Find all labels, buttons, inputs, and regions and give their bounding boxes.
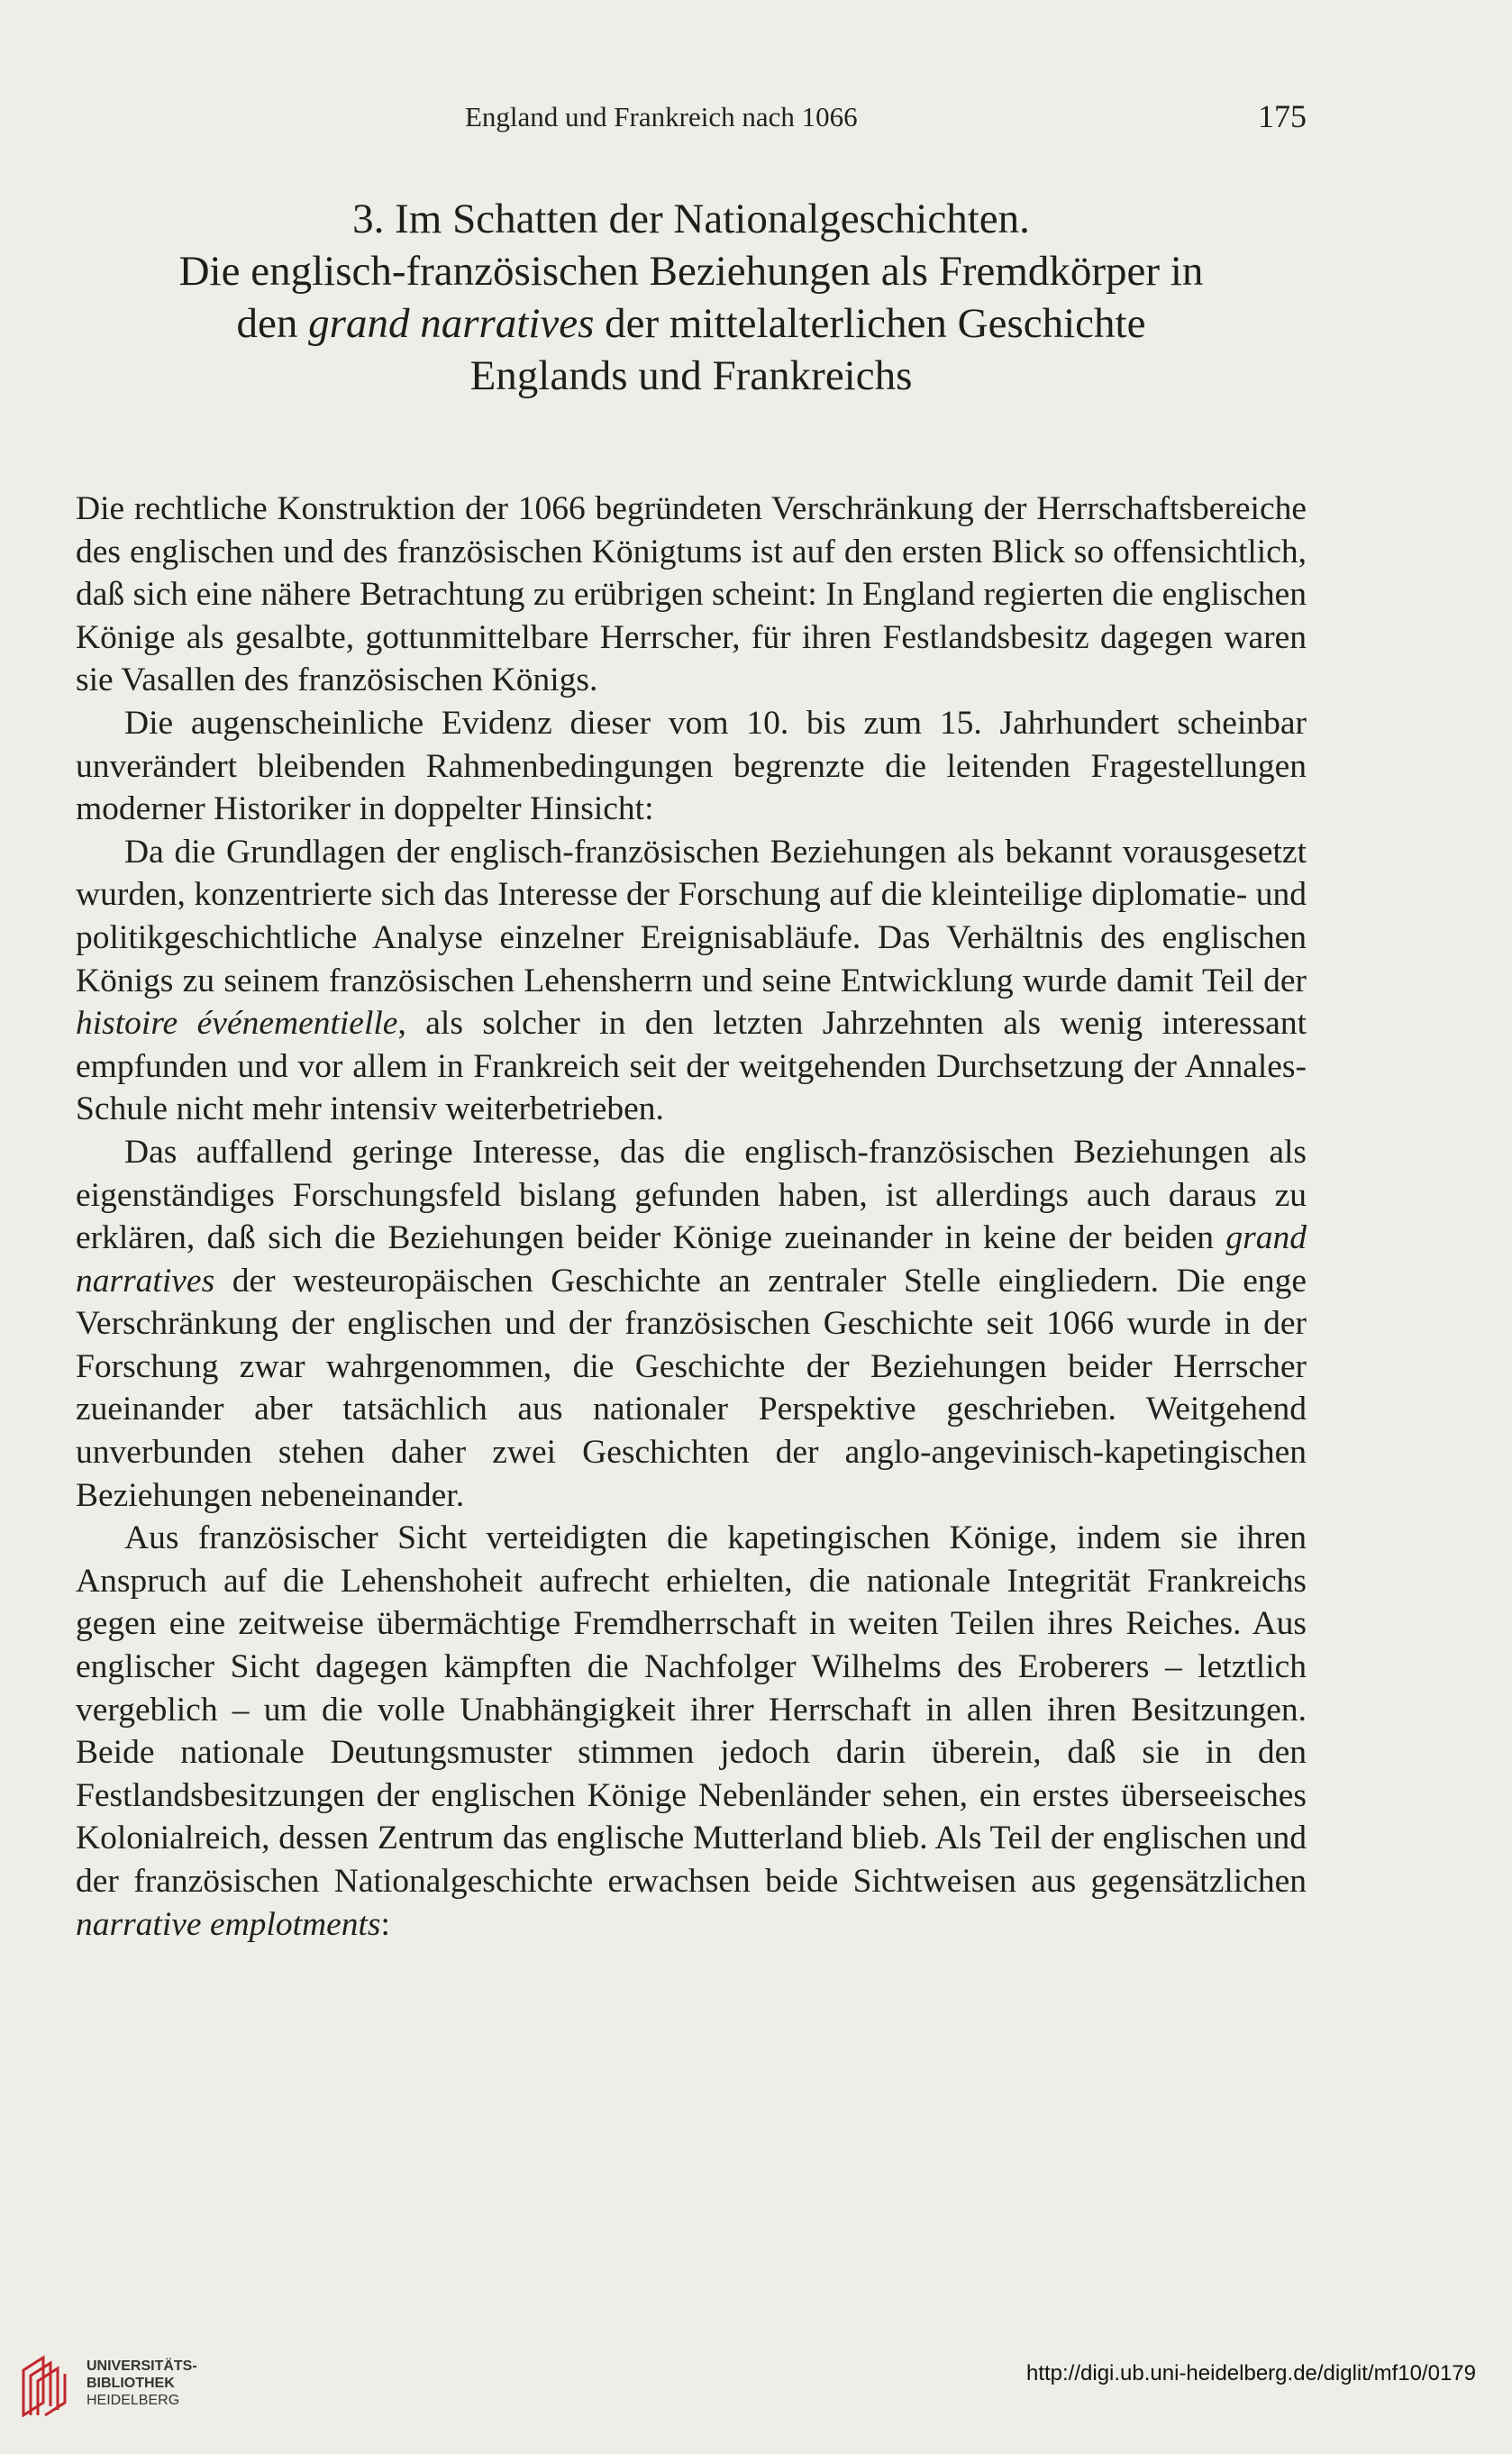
heading-line-3 [76, 297, 1307, 350]
heading-line-3-pre: den [236, 300, 309, 347]
paragraph-5-pre: Aus französischer Sicht verteidigten die kapetingischen Könige, indem sie ihren Anspruch auf die Lehenshoheit aufrecht erhielten, die nationale Integrität Frankreichs gegen eine zeitweise übermächtige Fremdherrschaft in weiten Teilen ihres Reiches. Aus englischer Sicht dagegen kämpften die Nachfolger Wilhelms des Eroberers – letztlich vergeblich – um die volle Unabhängigkeit ihrer Herrschaft in allen ihren Besitzungen. Beide nationale Deutungsmuster stimmen jedoch darin überein, daß sie in den Festlandsbesitzungen der englischen Könige Nebenländer sehen, ein erstes überseeisches Kolonialreich, dessen Zentrum das englische Mutterland blieb. Als Teil der englischen und der französischen Nationalgeschichte erwachsen beide Sichtweisen aus gegensätzlichen [76, 1519, 1307, 1900]
paragraph-3-pre: Da die Grundlagen der englisch-französischen Beziehungen als bekannt vorausgesetzt wurden, konzentrierte sich das Interesse der Forschung auf die kleinteilige diplomatie- und politikgeschichtliche Analyse einzelner Ereignisabläufe. Das Verhältnis des englischen Königs zu seinem französischen Lehensherrn und seine Entwicklung wurde damit Teil der [76, 833, 1307, 999]
library-logo-icon [16, 2352, 74, 2417]
logo-line-2: BIBLIOTHEK [87, 2376, 175, 2391]
paragraph-2: Die augenscheinliche Evidenz dieser vom 10. bis zum 15. Jahrhundert scheinbar unverändert bleibenden Rahmenbedingungen begrenzte die leitenden Fragestellungen moderner Historiker in doppelter Hinsicht: [76, 704, 1307, 828]
paragraph-3-italic: histoire événementielle [76, 1005, 398, 1043]
paragraph-4-post: der westeuropäischen Geschichte an zentraler Stelle eingliedern. Die enge Verschränkung der englischen und der französischen Geschichte seit 1066 wurde in der Forschung zwar wahrgenommen, die Geschichte der Beziehungen beider Herrscher zueinander aber tatsächlich aus nationaler Perspektive geschrieben. Weitgehend unverbunden stehen daher zwei Geschichten der anglo-angevinisch-kapetingischen Beziehungen nebeneinander. [76, 1262, 1307, 1514]
paragraph-4 [76, 1131, 1307, 1517]
body-text [76, 488, 1307, 1946]
paragraph-5 [76, 1517, 1307, 1946]
paragraph-1: Die rechtliche Konstruktion der 1066 begründeten Verschränkung der Herrschaftsbereiche des englischen und des französischen Königtums ist auf den ersten Blick so offensichtlich, daß sich eine nähere Betrachtung zu erübrigen scheint: In England regierten die englischen Könige als gesalbte, gottunmittelbare Herrscher, für ihren Festlandsbesitz dagegen waren sie Vasallen des französischen Königs. [76, 490, 1307, 699]
paragraph-3 [76, 831, 1307, 1131]
paragraph-3-post: , als solcher in den letzten Jahrzehnten als wenig interessant empfunden und vor allem in Frankreich seit der weitgehenden Durchsetzung der Annales-Schule nicht mehr intensiv weiterbetrieben. [76, 1005, 1307, 1128]
logo-line-1: UNIVERSITÄTS- [87, 2358, 197, 2374]
logo-line-3: HEIDELBERG [87, 2393, 180, 2408]
running-title: England und Frankreich nach 1066 [465, 101, 858, 132]
library-logo-text [87, 2358, 197, 2409]
library-logo[interactable] [16, 2349, 205, 2421]
heading-line-2: Die englisch-französischen Beziehungen als Fremdkörper in [178, 248, 1204, 295]
heading-line-3-italic: grand narratives [308, 300, 595, 347]
source-url[interactable]: http://digi.ub.uni-heidelberg.de/diglit/mf10/0179 [1025, 2361, 1476, 2386]
page-number: 175 [1258, 98, 1307, 134]
paragraph-4-pre: Das auffallend geringe Interesse, das die englisch-französischen Beziehungen als eigenständiges Forschungsfeld bislang gefunden haben, ist allerdings auch daraus zu erklären, daß sich die Beziehungen beider Könige zueinander in keine der beiden [76, 1133, 1307, 1257]
heading-line-1: 3. Im Schatten der Nationalgeschichten. [352, 196, 1030, 242]
paragraph-5-post: : [380, 1905, 390, 1943]
section-heading [76, 193, 1307, 402]
paragraph-4-italic: grand narratives [76, 1219, 1307, 1300]
heading-line-3-post: der mittelalterlichen Geschichte [594, 300, 1146, 347]
running-head [76, 98, 1307, 141]
paragraph-5-italic: narrative emplotments [76, 1905, 381, 1943]
heading-line-4: Englands und Frankreichs [469, 352, 913, 399]
